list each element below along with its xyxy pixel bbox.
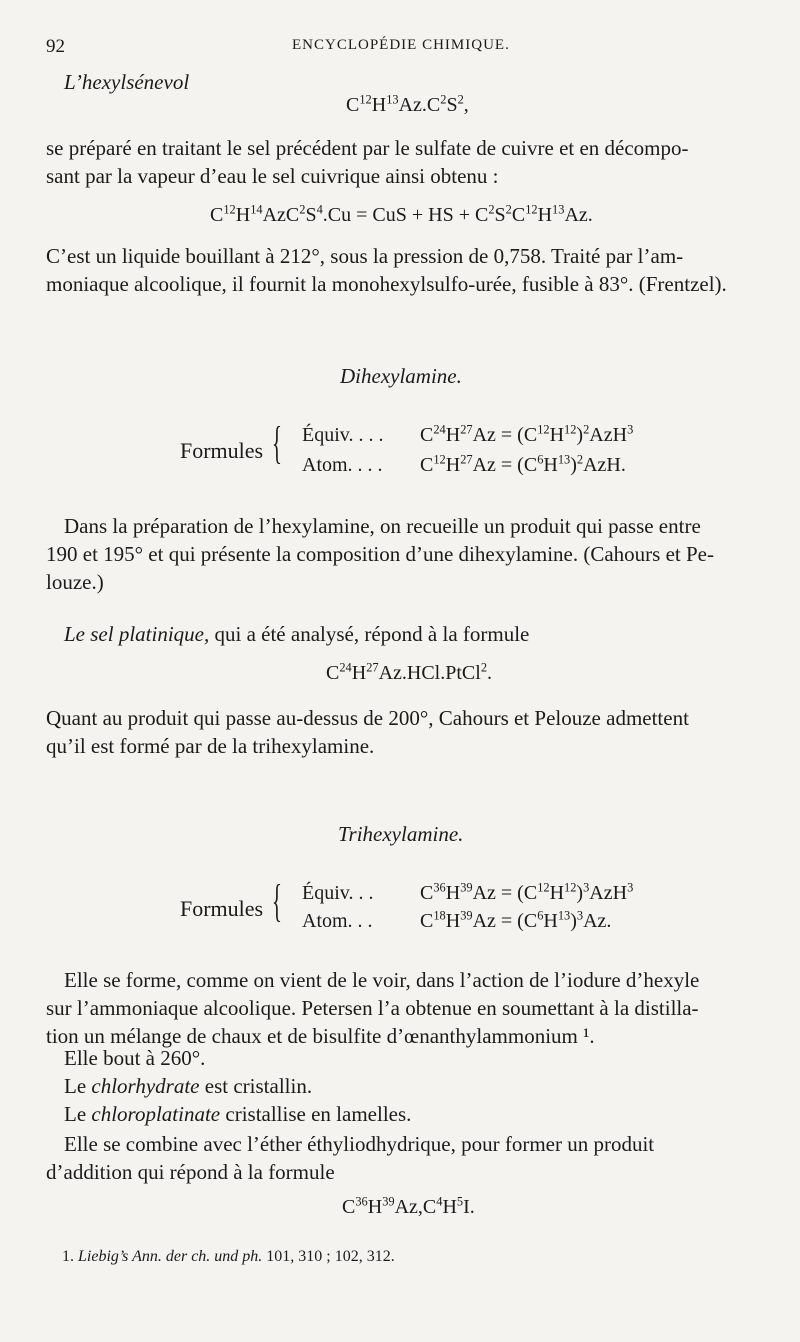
text-line: Dans la préparation de l’hexylamine, on recueille un produit qui passe entre [64,514,701,538]
paragraph-trihexylamine-mention [46,704,770,760]
footnote-number: 1. [62,1248,74,1265]
platinic-salt-term: Le sel platinique, [64,622,210,646]
text-line: qu’il est formé par de la trihexylamine. [46,734,375,758]
brace: { [272,875,282,926]
paragraph-hexylsenevol-properties [46,242,770,298]
section-title-trihexylamine: Trihexylamine. [338,822,464,846]
section-title-hexylsenevol: L’hexylsénevol [64,70,190,94]
text: est cristallin. [199,1074,313,1098]
footnote [62,1248,395,1266]
text-line: louze.) [46,570,104,594]
atom-formula: $C^{12}H^{27}Az = (C^6H^{13})^2AzH$. [420,452,626,476]
paragraph-hexylsenevol-preparation [46,134,770,190]
text: Le [64,1074,92,1098]
running-header: ENCYCLOPÉDIE CHIMIQUE. [292,37,510,53]
text-line: Quant au produit qui passe au-dessus de 200°, Cahours et Pelouze admettent [46,706,689,730]
chloroplatinate-line [64,1102,411,1127]
text: Le [64,1102,92,1126]
equiv-label: Équiv. . . . [302,424,384,446]
equation-cupric-decomposition: $C^{12}H^{14}AzC^2S^4.Cu$ = CuS + HS + $C^2S^2C^{12}H^{13}Az$. [210,202,593,226]
text: cristallise en lamelles. [220,1102,412,1126]
text-line: 190 et 195° et qui présente la composition d’une dihexylamine. (Cahours et Pe- [46,542,714,566]
atom-label: Atom. . . . [302,454,383,476]
atom-formula: $C^{18}H^{39}Az = (C^6H^{13})^3Az$. [420,908,612,932]
platinic-salt-text: qui a été analysé, répond à la formule [209,622,530,646]
footnote-refs: 101, 310 ; 102, 312. [262,1248,395,1265]
equiv-label: Équiv. . . [302,882,374,904]
formula-hexylsenevol: $C^{12}H^{13}Az.C^2S^2$, [346,92,469,116]
footnote-source: Liebig’s Ann. der ch. und ph. [78,1248,263,1265]
brace: { [272,417,282,468]
text-line: se préparé en traitant le sel précédent par le sulfate de cuivre et en décompo- [46,136,689,160]
text-line: Elle se combine avec l’éther éthyliodhydrique, pour former un produit [64,1132,655,1156]
chlorhydrate-line [64,1074,312,1099]
paragraph-ethyl-iodide-combination [46,1130,770,1186]
platinic-salt-sentence [64,622,529,647]
formula-platinic-salt: $C^{24}H^{27}Az.HCl.PtCl^2$. [326,660,493,684]
text-line: sur l’ammoniaque alcoolique. Petersen l’a obtenue en soumettant à la distilla- [46,996,699,1020]
section-title-dihexylamine: Dihexylamine. [340,364,462,388]
formulas-label: Formules [180,896,264,921]
paragraph-dihexylamine-preparation [46,512,770,596]
boiling-point-line: Elle bout à 260°. [64,1046,206,1070]
equiv-formula: $C^{36}H^{39}Az = (C^{12}H^{12})^3AzH^3$ [420,880,634,904]
text-line: Elle se forme, comme on vient de le voir, dans l’action de l’iodure d’hexyle [64,968,700,992]
page-number: 92 [46,36,65,57]
equiv-formula: $C^{24}H^{27}Az = (C^{12}H^{12})^2AzH^3$ [420,422,634,446]
chloroplatinate-term: chloroplatinate [91,1102,221,1126]
text-line: d’addition qui répond à la formule [46,1160,335,1184]
text-line: C’est un liquide bouillant à 212°, sous la pression de 0,758. Traité par l’am- [46,244,684,268]
formulas-label: Formules [180,438,264,463]
text-line: sant par la vapeur d’eau le sel cuivrique ainsi obtenu : [46,164,499,188]
paragraph-trihexylamine-formation [46,966,770,1050]
atom-label: Atom. . . [302,910,373,932]
text-line: moniaque alcoolique, il fournit la monohexylsulfo-urée, fusible à 83°. (Frentzel). [46,272,727,296]
chlorhydrate-term: chlorhydrate [91,1074,200,1098]
text-line: tion un mélange de chaux et de bisulfite d’œnanthylammonium ¹. [46,1024,595,1048]
formula-addition-product: $C^{36}H^{39}Az,C^4H^5I$. [342,1194,475,1218]
